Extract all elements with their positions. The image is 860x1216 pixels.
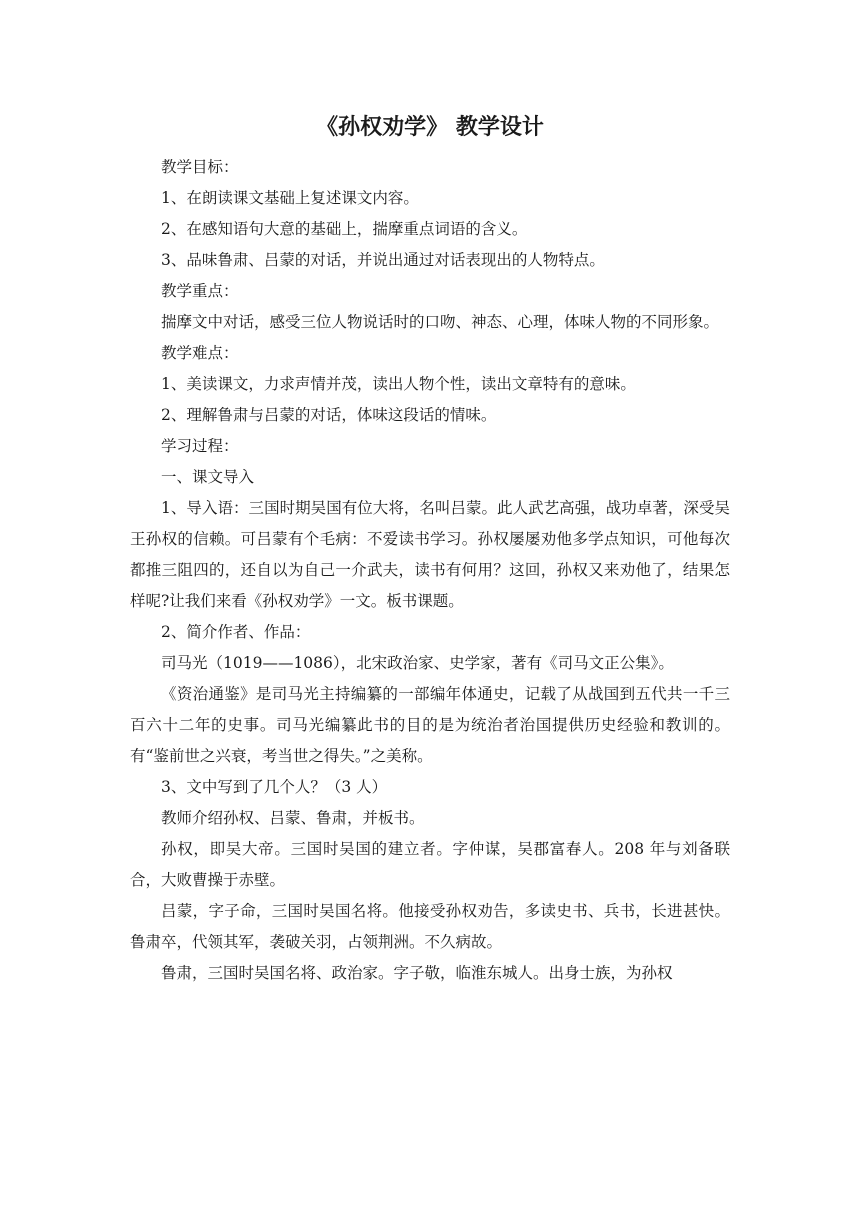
sunquan-bio: 孙权，即吴大帝。三国时吴国的建立者。字仲谋，吴郡富春人。208 年与刘备联合，大败曹操于赤壁。 bbox=[130, 840, 730, 889]
teacher-intro: 教师介绍孙权、吕蒙、鲁肃，并板书。 bbox=[161, 809, 425, 827]
author-text: 司马光（1019——1086），北宋政治家、史学家，著有《司马文正公集》。 bbox=[161, 654, 674, 672]
objective-2: 2、在感知语句大意的基础上，揣摩重点词语的含义。 bbox=[161, 220, 528, 238]
section-heading-difficulties: 教学难点： bbox=[161, 344, 239, 362]
process-step-intro: 一、课文导入 bbox=[161, 468, 255, 486]
document-title: 《孙权劝学》 教学设计 bbox=[316, 115, 544, 140]
objective-3: 3、品味鲁肃、吕蒙的对话，并说出通过对话表现出的人物特点。 bbox=[161, 251, 605, 269]
document-page bbox=[130, 112, 730, 989]
key-points-text: 揣摩文中对话，感受三位人物说话时的口吻、神态、心理，体味人物的不同形象。 bbox=[161, 313, 720, 331]
lvmeng-bio: 吕蒙，字子命，三国时吴国名将。他接受孙权劝告，多读史书、兵书，长进甚快。鲁肃卒，代领其军，袭破关羽，占领荆洲。不久病故。 bbox=[130, 902, 730, 951]
author-heading: 2、简介作者、作品： bbox=[161, 623, 311, 641]
section-heading-process: 学习过程： bbox=[161, 437, 239, 455]
objective-1: 1、在朗读课文基础上复述课文内容。 bbox=[161, 189, 419, 207]
work-text: 《资治通鉴》是司马光主持编纂的一部编年体通史，记载了从战国到五代共一千三百六十二年的史事。司马光编纂此书的目的是为统治者治国提供历史经验和教训的。有“鉴前世之兴衰，考当世之得失。”之美称。 bbox=[130, 685, 730, 765]
question-characters: 3、文中写到了几个人？（3 人） bbox=[161, 778, 388, 796]
lusu-bio: 鲁肃，三国时吴国名将、政治家。字子敬，临淮东城人。出身士族，为孙权 bbox=[161, 964, 673, 982]
section-heading-objectives: 教学目标： bbox=[161, 158, 239, 176]
intro-text: 1、导入语：三国时期吴国有位大将，名叫吕蒙。此人武艺高强，战功卓著，深受吴王孙权的信赖。可吕蒙有个毛病：不爱读书学习。孙权屡屡劝他多学点知识，可他每次都推三阻四的，还自以为自己一介武夫，读书有何用？这回，孙权又来劝他了，结果怎样呢?让我们来看《孙权劝学》一文。板书课题。 bbox=[130, 499, 730, 610]
difficulty-1: 1、美读课文，力求声情并茂，读出人物个性，读出文章特有的意味。 bbox=[161, 375, 636, 393]
difficulty-2: 2、理解鲁肃与吕蒙的对话，体味这段话的情味。 bbox=[161, 406, 497, 424]
section-heading-key-points: 教学重点： bbox=[161, 282, 239, 300]
